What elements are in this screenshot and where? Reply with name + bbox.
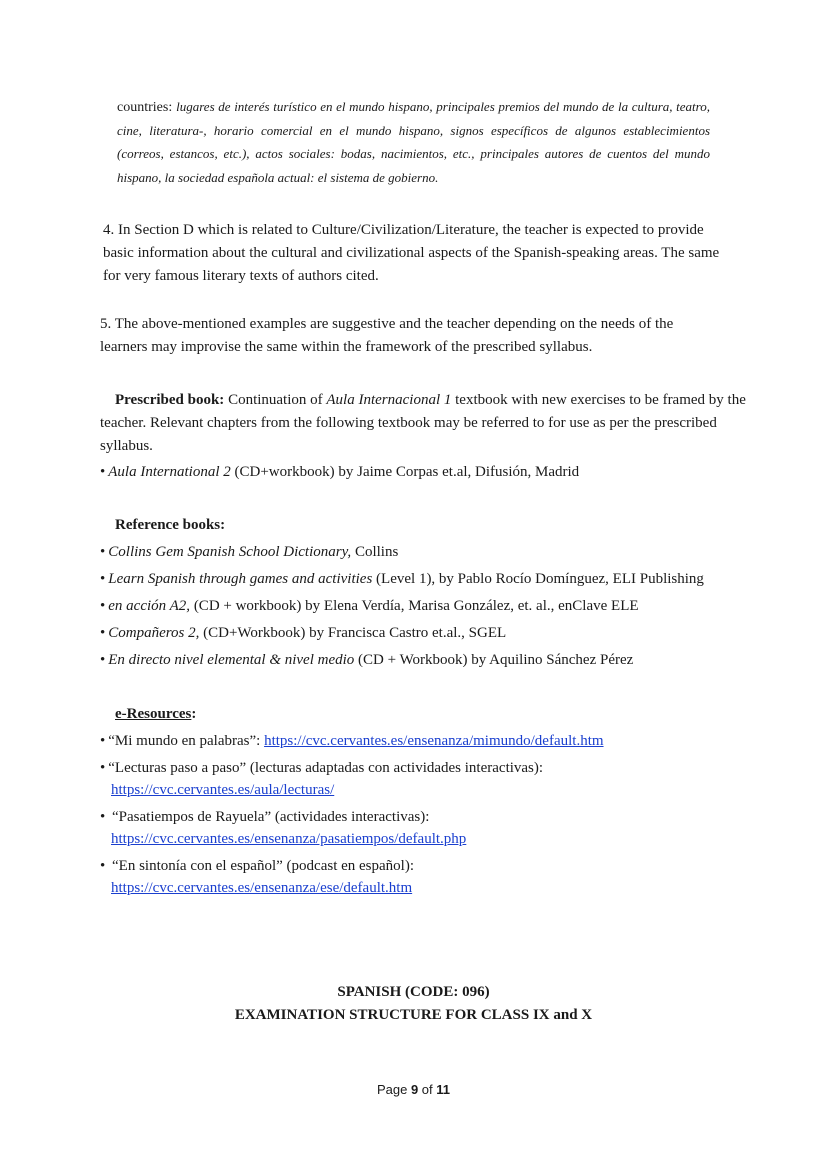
exam-structure-title: EXAMINATION STRUCTURE FOR CLASS IX and X bbox=[234, 1007, 593, 1023]
eresource-link-line bbox=[111, 877, 412, 900]
prescribed-item-title: Aula International 2 bbox=[108, 464, 231, 480]
prescribed-item-rest: (CD+workbook) by Jaime Corpas et.al, Difusión, Madrid bbox=[230, 464, 580, 480]
bullet: • bbox=[100, 652, 106, 668]
reference-rest: (CD + workbook) by Elena Verdía, Marisa González, et. al., enClave ELE bbox=[190, 598, 639, 614]
reference-rest: (CD+Workbook) by Francisca Castro et.al., SGEL bbox=[199, 625, 507, 641]
reference-item bbox=[100, 649, 633, 672]
intro-lead: countries: bbox=[117, 100, 177, 115]
eresource-item bbox=[100, 757, 543, 780]
bullet: • bbox=[100, 733, 106, 749]
eresource-label: “Pasatiempos de Rayuela” (actividades interactivas): bbox=[108, 809, 430, 825]
prescribed-text-b: textbook with new exercises to be framed by the teacher. Relevant chapters from the following textbook may be referred to for use as per the prescribed syllabus. bbox=[100, 392, 746, 454]
page-footer bbox=[0, 1082, 827, 1097]
eresource-item bbox=[100, 730, 604, 753]
eresource-item bbox=[100, 855, 414, 878]
eresource-item bbox=[100, 806, 429, 829]
prescribed-paragraph bbox=[100, 389, 750, 458]
prescribed-item bbox=[100, 461, 579, 484]
bullet: • bbox=[100, 760, 106, 776]
bullet: • bbox=[100, 809, 106, 825]
reference-title: En directo nivel elemental & nivel medio bbox=[108, 652, 355, 668]
bullet: • bbox=[100, 544, 106, 560]
bullet: • bbox=[100, 858, 106, 874]
eresource-label: “En sintonía con el español” (podcast en español): bbox=[108, 858, 415, 874]
reference-title: Learn Spanish through games and activities bbox=[108, 571, 373, 587]
reference-title: Collins Gem Spanish School Dictionary, bbox=[108, 544, 352, 560]
bullet: • bbox=[100, 598, 106, 614]
eresource-label: “Mi mundo en palabras”: bbox=[108, 733, 265, 749]
intro-paragraph bbox=[117, 96, 710, 190]
eresource-link[interactable]: https://cvc.cervantes.es/ensenanza/mimundo/default.htm bbox=[264, 733, 604, 749]
reference-item bbox=[100, 622, 506, 645]
bullet: • bbox=[100, 464, 106, 480]
reference-title: en acción A2, bbox=[108, 598, 191, 614]
point-4: 4. In Section D which is related to Culture/Civilization/Literature, the teacher is expected to provide basic information about the cultural and civilizational aspects of the Spanish-speaking areas. The same for very famous literary texts of authors cited. bbox=[103, 222, 720, 284]
reference-rest: (CD + Workbook) by Aquilino Sánchez Pérez bbox=[354, 652, 634, 668]
bullet: • bbox=[100, 625, 106, 641]
bullet: • bbox=[100, 571, 106, 587]
reference-rest: Collins bbox=[351, 544, 399, 560]
eresources-heading-line bbox=[115, 703, 196, 726]
eresource-link-line bbox=[111, 828, 466, 851]
prescribed-text-a: Continuation of bbox=[224, 392, 327, 408]
page-word: Page bbox=[376, 1082, 411, 1097]
eresources-colon: : bbox=[191, 706, 197, 722]
eresources-heading: e-Resources bbox=[115, 706, 192, 722]
eresource-link[interactable]: https://cvc.cervantes.es/aula/lecturas/ bbox=[111, 782, 335, 798]
eresource-label: “Lecturas paso a paso” (lecturas adaptadas con actividades interactivas): bbox=[108, 760, 544, 776]
reference-title: Compañeros 2, bbox=[108, 625, 200, 641]
prescribed-title: Aula Internacional 1 bbox=[326, 392, 452, 408]
reference-item bbox=[100, 541, 398, 564]
reference-item bbox=[100, 595, 639, 618]
point-5: 5. The above-mentioned examples are suggestive and the teacher depending on the needs of the learners may improvise the same within the framework of the prescribed syllabus. bbox=[100, 316, 674, 355]
eresource-link-line bbox=[111, 779, 334, 802]
exam-code-title: SPANISH (CODE: 096) bbox=[337, 984, 490, 1000]
intro-italic-text: lugares de interés turístico en el mundo hispano, principales premios del mundo de la cultura, teatro, cine, literatura-, horario comercial en el mundo hispano, signos específicos de algunos establecimientos (correos, estancos, etc.), actos sociales: bodas, nacimientos, etc., principales autores de cuentos del mundo hispano, la sociedad española actual: el sistema de gobierno. bbox=[117, 99, 710, 185]
page-total: 11 bbox=[436, 1082, 451, 1097]
reference-heading: Reference books: bbox=[115, 517, 226, 533]
prescribed-heading: Prescribed book: bbox=[115, 392, 225, 408]
of-word: of bbox=[418, 1082, 437, 1097]
eresource-link[interactable]: https://cvc.cervantes.es/ensenanza/pasatiempos/default.php bbox=[111, 831, 467, 847]
reference-item bbox=[100, 568, 704, 591]
eresource-link[interactable]: https://cvc.cervantes.es/ensenanza/ese/default.htm bbox=[111, 880, 413, 896]
reference-rest: (Level 1), by Pablo Rocío Domínguez, ELI Publishing bbox=[372, 571, 704, 587]
page-number: 9 bbox=[410, 1082, 419, 1097]
